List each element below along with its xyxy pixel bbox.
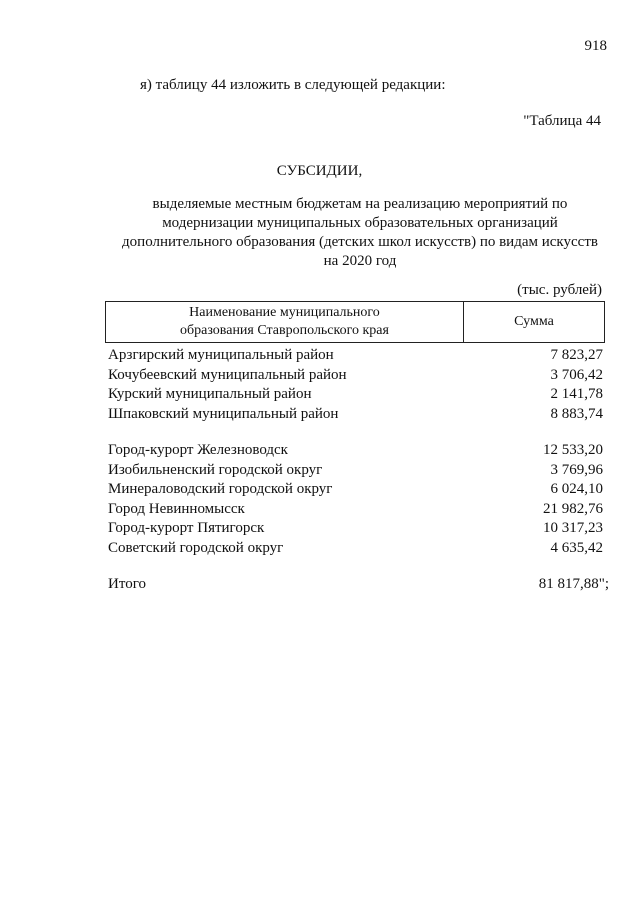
subtitle-line: выделяемые местным бюджетам на реализацию мероприятий по [152, 196, 568, 212]
subsidy-amount: 7 823,27 [550, 347, 603, 363]
header-name-line: Наименование муниципального [189, 305, 380, 320]
table-row [108, 366, 603, 386]
table-row [108, 500, 603, 520]
municipality-name: Шпаковский муниципальный район [108, 405, 339, 422]
municipality-name: Арзгирский муниципальный район [108, 347, 334, 363]
subsidy-amount: 8 883,74 [550, 405, 603, 422]
header-name-cell [106, 302, 464, 342]
municipality-name: Минераловодский городской округ [108, 481, 333, 497]
subsidy-amount: 21 982,76 [543, 500, 603, 517]
total-row [108, 575, 609, 595]
table-body [108, 346, 609, 595]
table-reference: "Таблица 44 [523, 113, 601, 129]
row-group [108, 441, 603, 558]
subtitle-line: на 2020 год [323, 253, 397, 269]
subsidy-amount: 10 317,23 [543, 520, 603, 536]
table-row [108, 441, 603, 461]
table-header [105, 301, 605, 343]
row-group [108, 346, 603, 424]
subsidy-amount: 3 706,42 [550, 366, 603, 383]
municipality-name: Курский муниципальный район [108, 386, 312, 402]
subsidy-amount: 2 141,78 [550, 386, 603, 402]
municipality-name: Советский городской округ [108, 539, 284, 556]
municipality-name: Город-курорт Железноводск [108, 442, 288, 458]
subsidy-amount: 3 769,96 [550, 461, 603, 478]
table-row [108, 461, 603, 481]
subtitle-line: модернизации муниципальных образовательных организаций [162, 215, 558, 231]
units-label: (тыс. рублей) [517, 282, 602, 298]
subsidy-amount: 4 635,42 [550, 539, 603, 556]
municipality-name: Кочубеевский муниципальный район [108, 366, 347, 383]
intro-line: я) таблицу 44 изложить в следующей редакции: [140, 77, 446, 93]
table-row [108, 346, 603, 366]
header-name-line: образования Ставропольского края [180, 323, 389, 338]
table-row [108, 539, 603, 559]
page-number: 918 [584, 38, 607, 54]
document-title: СУБСИДИИ, [276, 163, 363, 179]
municipality-name: Город-курорт Пятигорск [108, 520, 265, 536]
subsidy-amount: 12 533,20 [543, 442, 603, 458]
total-amount: 81 817,88"; [538, 576, 609, 592]
table-row [108, 405, 603, 425]
municipality-name: Город Невинномысск [108, 500, 245, 517]
subtitle-line: дополнительного образования (детских школ искусств) по видам искусств [122, 234, 598, 250]
table-row [108, 519, 603, 539]
table-row [108, 385, 603, 405]
subsidy-amount: 6 024,10 [550, 481, 603, 497]
table-row [108, 480, 603, 500]
header-sum-cell: Сумма [514, 314, 554, 329]
document-subtitle [100, 195, 620, 271]
total-label: Итого [108, 576, 146, 592]
municipality-name: Изобильненский городской округ [108, 461, 323, 478]
